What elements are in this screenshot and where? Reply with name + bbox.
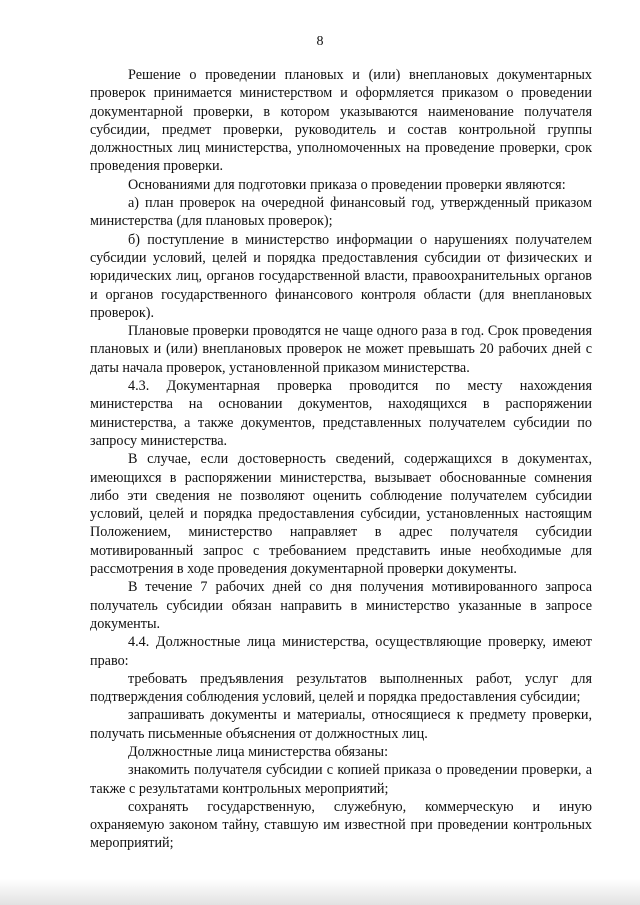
scan-bottom-shade	[0, 879, 640, 905]
paragraph-duty-inform: знакомить получателя субсидии с копией приказа о проведении проверки, а также с результатами контрольных мероприятий;	[90, 762, 592, 797]
paragraph-4-3: 4.3. Документарная проверка проводится по месту нахождения министерства на основании документов, находящихся в распоряжении министерства, а также документов, представленных получателем субсидии по запросу министерства.	[90, 378, 592, 449]
paragraph-planned-frequency: Плановые проверки проводятся не чаще одного раза в год. Срок проведения плановых и (или) внеплановых проверок не может превышать 20 рабочих дней с даты начала проверок, установленной приказом министерства.	[90, 323, 592, 376]
page-number: 8	[316, 34, 324, 49]
paragraph-duties-intro: Должностные лица министерства обязаны:	[128, 743, 389, 760]
paragraph-7-days: В течение 7 рабочих дней со дня получения мотивированного запроса получатель субсидии обязан направить в министерство указанные в запросе документы.	[90, 579, 592, 632]
document-body	[90, 66, 592, 853]
paragraph-grounds-intro: Основаниями для подготовки приказа о проведении проверки являются:	[128, 176, 566, 193]
paragraph-grounds-b: б) поступление в министерство информации о нарушениях получателем субсидии условий, целей и порядка предоставления субсидии от физических и юридических лиц, органов государственной власти, правоохранительных органов и органов государственного финансового контроля области (для внеплановых проверок).	[90, 231, 592, 321]
paragraph-grounds-a: а) план проверок на очередной финансовый год, утвержденный приказом министерства (для плановых проверок);	[90, 195, 592, 230]
paragraph-4-4: 4.4. Должностные лица министерства, осуществляющие проверку, имеют право:	[90, 634, 592, 669]
paragraph-duty-secrecy: сохранять государственную, служебную, коммерческую и иную охраняемую законом тайну, ставшую им известной при проведении контрольных мероприятий;	[90, 798, 592, 852]
paragraph-right-request: запрашивать документы и материалы, относящиеся к предмету проверки, получать письменные объяснения от должностных лиц.	[90, 707, 592, 742]
paragraph-decision: Решение о проведении плановых и (или) внеплановых документарных проверок принимается министерством и оформляется приказом о проведении документарной проверки, в котором указываются наименование получателя субсидии, предмет проверки, руководитель и состав контрольной группы должностных лиц министерства, уполномоченных на проведение проверки, срок проведения проверки.	[90, 67, 592, 175]
paragraph-right-demand: требовать предъявления результатов выполненных работ, услуг для подтверждения соблюдения условий, целей и порядка предоставления субсидии;	[90, 670, 592, 706]
paragraph-doubt-request: В случае, если достоверность сведений, содержащихся в документах, имеющихся в распоряжении министерства, вызывает обоснованные сомнения либо эти сведения не позволяют оценить соблюдение получателем субсидии условий, целей и порядка предоставления субсидии, установленных настоящим Положением, министерство направляет в адрес получателя субсидии мотивированный запрос с требованием представить иные необходимые для рассмотрения в ходе проведения документарной проверки документы.	[90, 451, 592, 578]
